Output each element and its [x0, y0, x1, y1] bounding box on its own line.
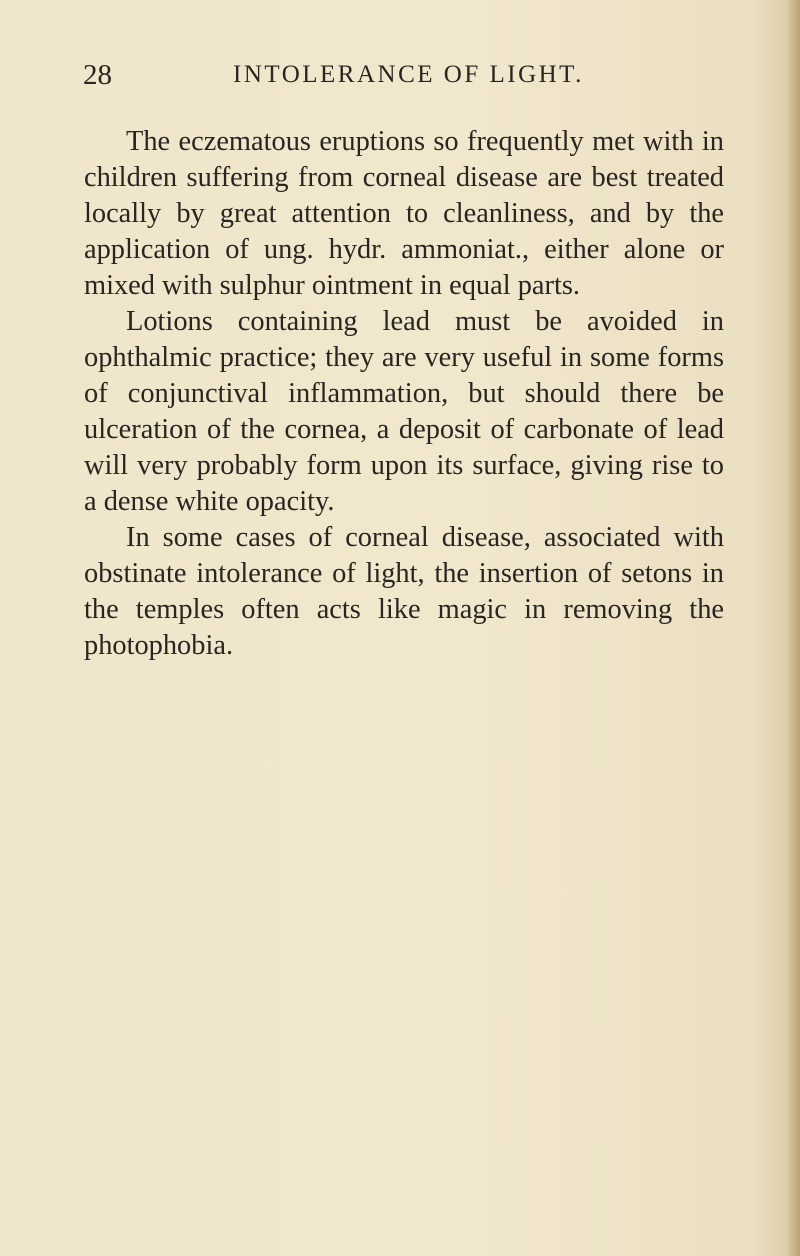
- paragraph-lead-lotions: Lotions containing lead must be avoided in ophthalmic practice; they are very useful in some forms of conjunctival inflammation, but should there be ulceration of the cornea, a deposit of carbonate of lead will very probably form upon its surface, giving rise to a dense white opacity.: [84, 306, 724, 517]
- paragraph-eczematous-eruptions: The eczematous eruptions so frequently met with in children suffering from corneal disease are best treated locally by great attention to cleanliness, and by the application of ung. hydr. ammoniat., either alone or mixed with sulphur ointment in equal parts.: [84, 126, 724, 301]
- page-edge-shadow: [786, 0, 800, 1256]
- running-title: INTOLERANCE OF LIGHT.: [233, 61, 584, 88]
- paragraph-setons: In some cases of corneal disease, associated with obstinate intolerance of light, the insertion of setons in the temples often acts like magic in removing the photophobia.: [84, 522, 724, 661]
- body-text: [84, 124, 724, 664]
- page-header: [83, 58, 723, 98]
- page-number: 28: [83, 59, 112, 91]
